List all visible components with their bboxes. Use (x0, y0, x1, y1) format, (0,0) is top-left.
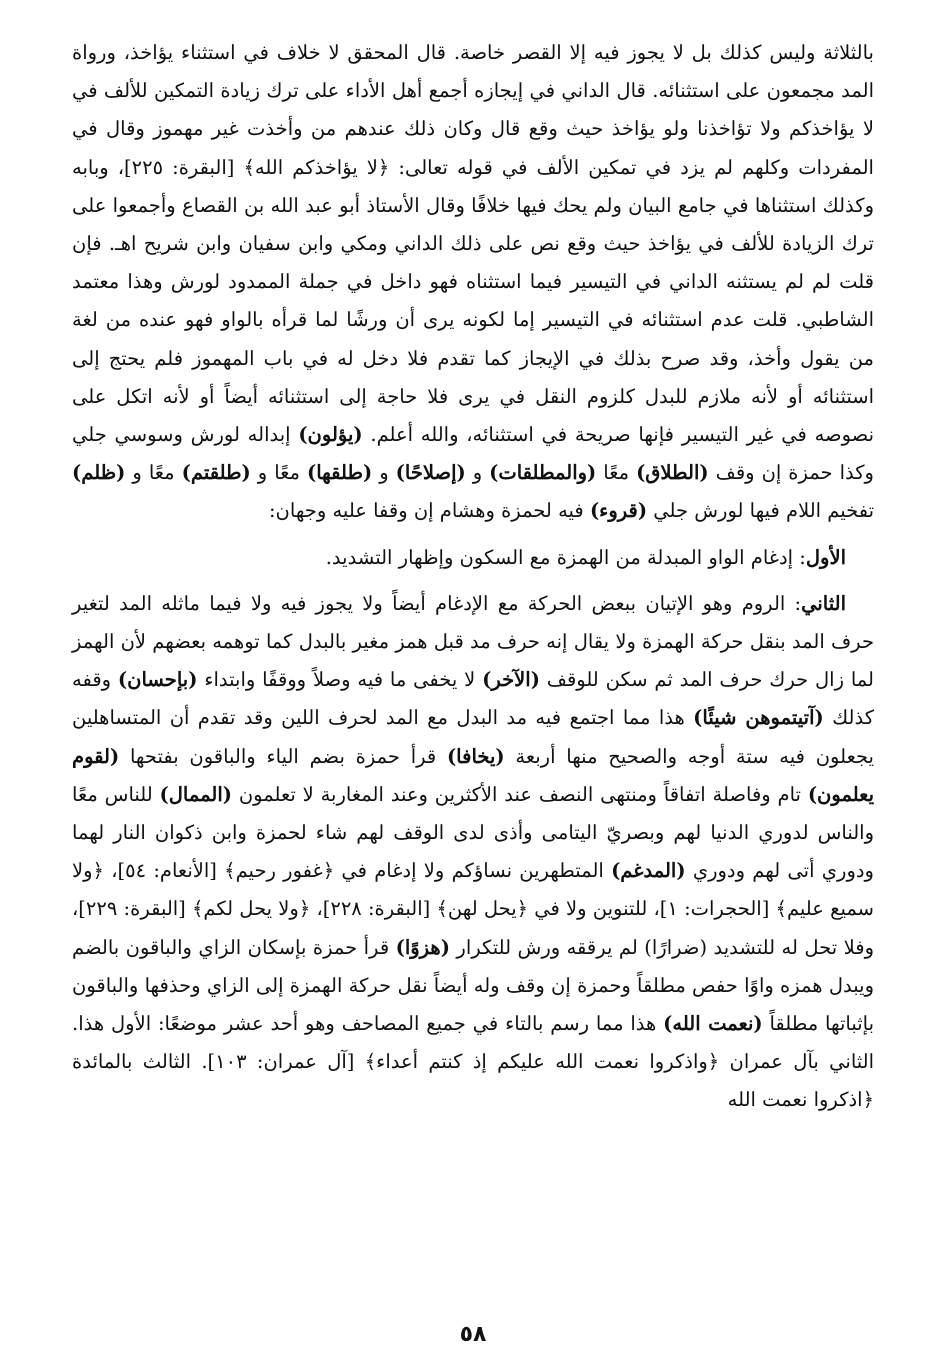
text-run: فيه لحمزة وهشام إن وقفا عليه وجهان: (268, 499, 590, 523)
text-run: بالثلاثة وليس كذلك بل لا يجوز فيه إلا القصر خاصة. قال المحقق لا خلاف في استثناء يؤاخذ، ورواة المد مجمعون على استثنائه. قال الداني في إيجازه أجمع أهل الأداء على ترك زيادة التمكين للألف في لا يؤاخذكم ولا تؤاخذنا ولو يؤاخذ حيث وقع قال وكان ذلك عندهم من وأخذت غير مهموز وقال في المفردات وكلهم لم يزد في تمكين الألف في قوله تعالى: ﴿لا يؤاخذكم الله﴾ [البقرة: ٢٢٥]، وبابه وكذلك استثناها في جامع البيان ولم يحك فيها خلافًا وقال الأستاذ أبو عبد الله بن القصاع وأجمعوا على ترك الزيادة للألف في يؤاخذ حيث وقع نص على ذلك الداني ومكي وابن سفيان وابن شريح اهـ. فإن قلت لم لم يستثنه الداني في التيسير فيما استثناه فهو داخل في جملة الممدود لورش وهذا معتمد الشاطبي. قلت عدم استثنائه في التيسير إما لكونه يرى أن ورشًا لما قرأه بالواو فهو عنده من لغة من يقول وأخذ، وقد صرح بذلك في الإيجاز كما تقدم فلا دخل له في باب المهموز فلم يحتج إلى استثنائه أو لأنه ملازم للبدل كلزوم النقل في يرى فلا حاجة إلى استثنائه أيضاً أو لأنه اتكل على نصوصه في غير التيسير فإنها صريحة في استثنائه، والله أعلم. (72, 41, 875, 447)
text-run: قرأ حمزة بضم الياء والباقون بفتحها (119, 744, 447, 768)
bold-term: (ظلم) (72, 461, 126, 485)
bold-term: (والمطلقات) (489, 461, 597, 485)
bold-term: (يؤلون) (298, 423, 363, 447)
text-run: تام وفاصلة اتفاقاً ومنتهى النصف عند الأكثرين وعند المغاربة لا تعلمون (231, 782, 808, 806)
bold-term: الأول (805, 545, 846, 569)
paragraph-1 (72, 34, 874, 531)
text-run: هذا مما رسم بالتاء في جميع المصاحف وهو أحد عشر موضعًا: الأول هذا. الثاني بآل عمران ﴿واذكروا نعمت الله عليكم إذ كنتم أعداء﴾ [آل عمران: ١٠٣]. الثالث بالمائدة ﴿اذكروا نعمت الله (72, 1012, 875, 1112)
paragraph-3 (72, 585, 874, 1120)
text-run: المتطهرين نساؤكم ولا إدغام في ﴿غفور رحيم﴾ [الأنعام: ٥٤]، ﴿ولا سميع عليم﴾ [الحجرات: ١]، للتنوين ولا في ﴿يحل لهن﴾ [البقرة: ٢٢٨]، ﴿ولا يحل لكم﴾ [البقرة: ٢٢٩]، وفلا تحل له للتشديد (ضرارًا) لم يرققه ورش للتكرار (72, 859, 875, 959)
bold-term: (قروء) (589, 499, 648, 523)
bold-term: (المدغم) (611, 859, 686, 883)
bold-term: (طلقتم) (181, 461, 251, 485)
bold-term: (بإحسان) (117, 668, 198, 692)
text-run: معًا (596, 461, 637, 485)
text-run: قرأ حمزة بإسكان الزاي والباقون بالضم ويبدل همزه واوًا حفص مطلقاً وحمزة إن وقف وله أيضاً نقل حركة الهمزة إلى الزاي وحذفها والباقون بإثباتها مطلقاً (72, 935, 874, 1036)
bold-term: (هزوًا) (395, 935, 450, 959)
bold-term: (نعمت الله) (663, 1012, 763, 1036)
text-run: للناس معًا والناس لدوري الدنيا لهم وبصريّ اليتامى وأذى لدى الوقف لهم شاء لحمزة وابن ذكوان النار لهما ودوري أتى لهم ودوري (72, 782, 874, 883)
paragraph-2 (72, 539, 874, 577)
bold-term: (الممال) (159, 782, 232, 806)
bold-term: (يخافا) (446, 744, 505, 768)
text-run: تفخيم اللام فيها لورش جلي (647, 499, 874, 523)
text-run: و (465, 461, 490, 485)
bold-term: (الطلاق) (636, 461, 709, 485)
text-run: معًا و (250, 461, 307, 485)
bold-term: الثاني (801, 591, 846, 615)
bold-term: (طلقها) (307, 461, 373, 485)
text-run: : الروم وهو الإتيان ببعض الحركة مع الإدغام أيضاً ولا يجوز فيه ولا فيما ماثله المد لتغير حرف المد بنقل حركة الهمزة ولا يقال إنه حرف مد قبل همز مغير بالبدل كما توهمه بعضهم لأن الهمز لما زال حرك حرف المد ثم سكن للوقف (72, 591, 874, 692)
body-text (72, 34, 874, 1120)
bold-term: (إصلاحًا) (395, 461, 466, 485)
page-number: ٥٨ (459, 1322, 487, 1347)
text-run: هذا مما اجتمع فيه مد البدل مع المد لحرف اللين وقد تقدم أن المتساهلين يجعلون فيه ستة أوجه والصحيح منها أربعة (72, 706, 874, 768)
text-run: وقفه كذلك (72, 668, 875, 730)
text-run: : إدغام الواو المبدلة من الهمزة مع السكون وإظهار التشديد. (325, 545, 806, 569)
bold-term: (الآخر) (482, 668, 540, 692)
bold-term: (آتيتموهن شيئًا) (693, 706, 824, 730)
text-run: معًا و (125, 461, 182, 485)
bold-term: (لقوم يعلمون) (72, 744, 875, 806)
text-run: إبداله لورش وسوسي جلي وكذا حمزة إن وقف (72, 423, 874, 485)
text-run: و (372, 461, 396, 485)
text-run: لا يخفى ما فيه وصلاً ووقفًا وابتداء (197, 668, 483, 692)
